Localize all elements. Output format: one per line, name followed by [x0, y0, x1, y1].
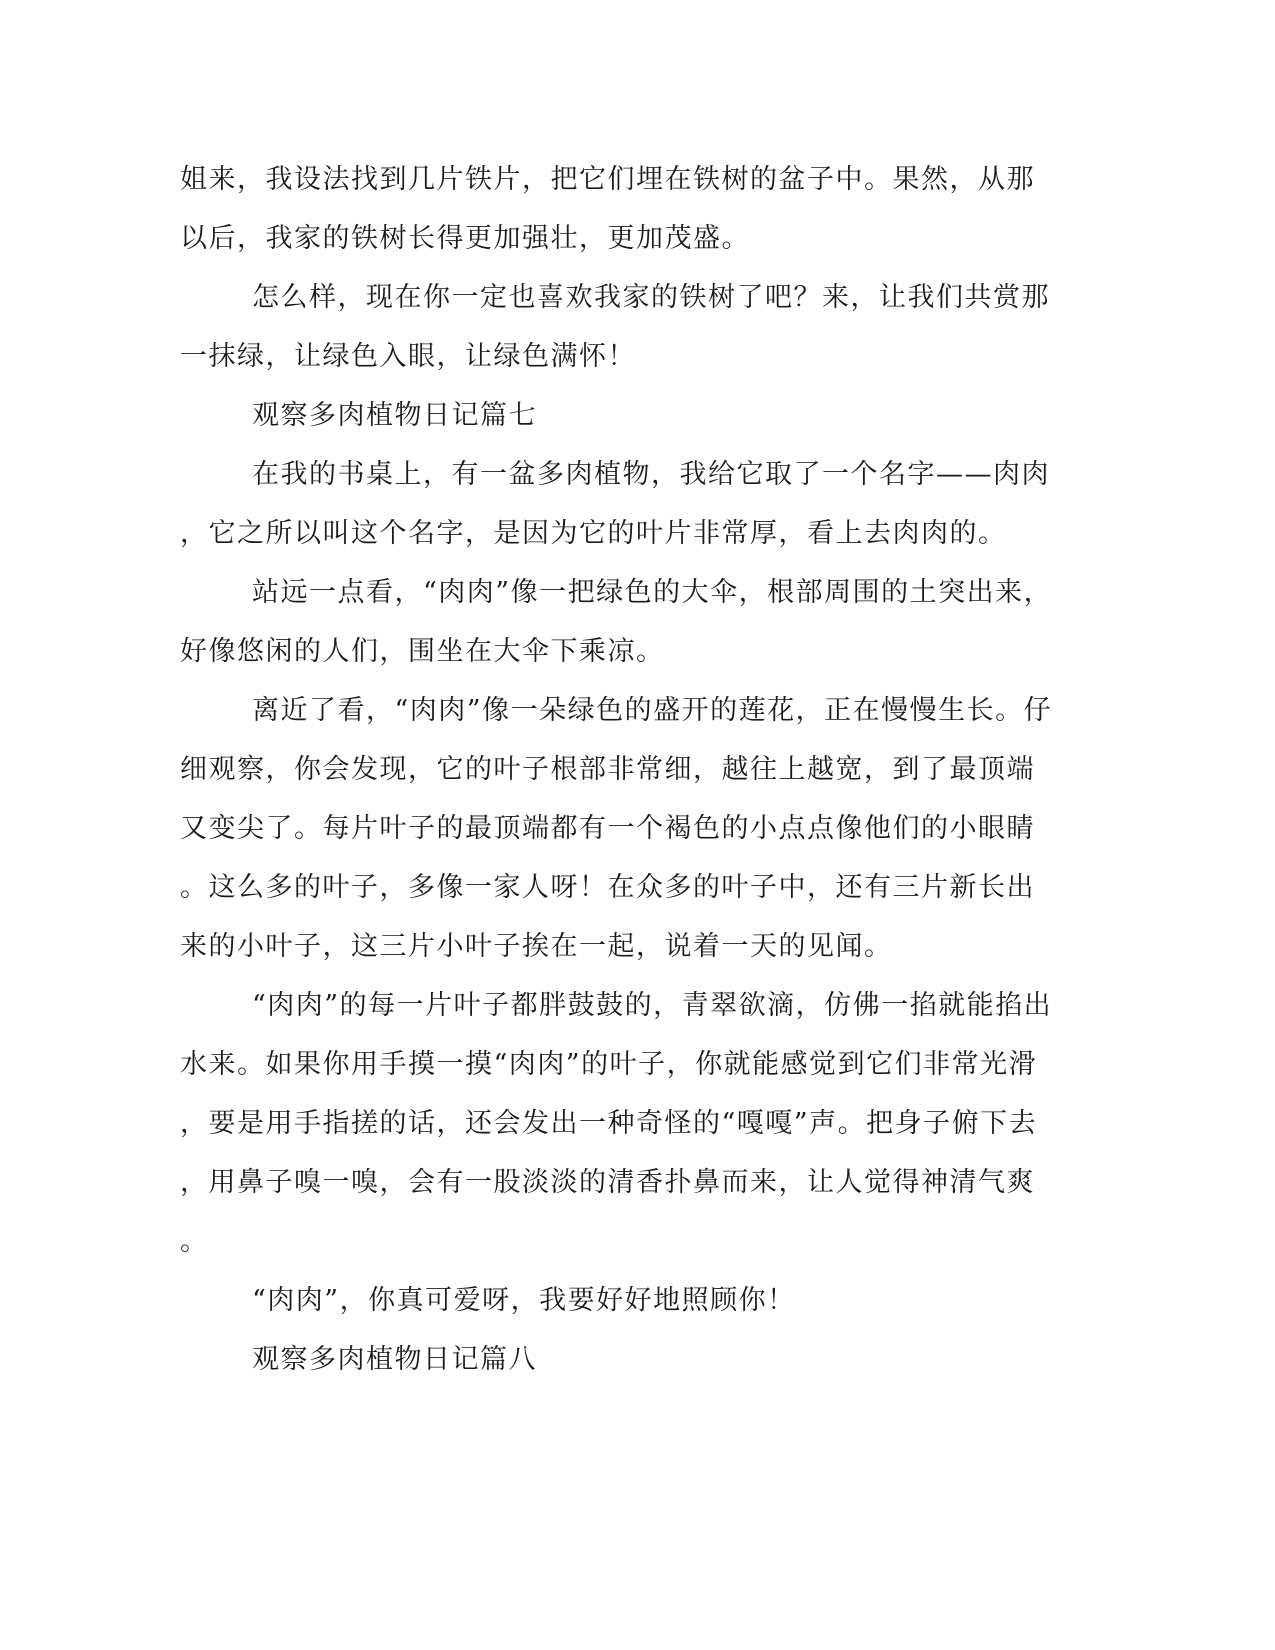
paragraph-start: 怎么样，现在你一定也喜欢我家的铁树了吧？来，让我们共赏那: [252, 282, 1050, 313]
text-line: 。: [180, 1226, 209, 1257]
paragraph-start: 站远一点看，“肉肉”像一把绿色的大伞，根部周围的土突出来，: [252, 577, 1053, 608]
text-line: 一抹绿，让绿色入眼，让绿色满怀！: [180, 341, 636, 372]
text-line: 水来。如果你用手摸一摸“肉肉”的叶子，你就能感觉到它们非常光滑: [180, 1049, 1038, 1080]
paragraph-start: 离近了看，“肉肉”像一朵绿色的盛开的莲花，正在慢慢生长。仔: [252, 695, 1053, 726]
text-line: 来的小叶子，这三片小叶子挨在一起，说着一天的见闻。: [180, 931, 893, 962]
text-line: 。这么多的叶子，多像一家人呀！在众多的叶子中，还有三片新长出: [180, 872, 1035, 903]
paragraph-start: 在我的书桌上，有一盆多肉植物，我给它取了一个名字——肉肉: [252, 459, 1050, 490]
text-line: 姐来，我设法找到几片铁片，把它们埋在铁树的盆子中。果然，从那: [180, 164, 1035, 195]
section-title: 观察多肉植物日记篇八: [252, 1344, 537, 1375]
text-line: ，用鼻子嗅一嗅，会有一股淡淡的清香扑鼻而来，让人觉得神清气爽: [180, 1167, 1035, 1198]
section-title: 观察多肉植物日记篇七: [252, 400, 537, 431]
paragraph-start: “肉肉”，你真可爱呀，我要好好地照顾你！: [252, 1285, 796, 1316]
text-line: 好像悠闲的人们，围坐在大伞下乘凉。: [180, 636, 665, 667]
text-line: 又变尖了。每片叶子的最顶端都有一个褐色的小点点像他们的小眼睛: [180, 813, 1035, 844]
text-line: 细观察，你会发现，它的叶子根部非常细，越往上越宽，到了最顶端: [180, 754, 1035, 785]
paragraph-start: “肉肉”的每一片叶子都胖鼓鼓的，青翠欲滴，仿佛一掐就能掐出: [252, 990, 1053, 1021]
text-line: ，它之所以叫这个名字，是因为它的叶片非常厚，看上去肉肉的。: [180, 518, 1007, 549]
text-line: 以后，我家的铁树长得更加强壮，更加茂盛。: [180, 223, 750, 254]
text-line: ，要是用手指搓的话，还会发出一种奇怪的“嘎嘎”声。把身子俯下去: [180, 1108, 1038, 1139]
